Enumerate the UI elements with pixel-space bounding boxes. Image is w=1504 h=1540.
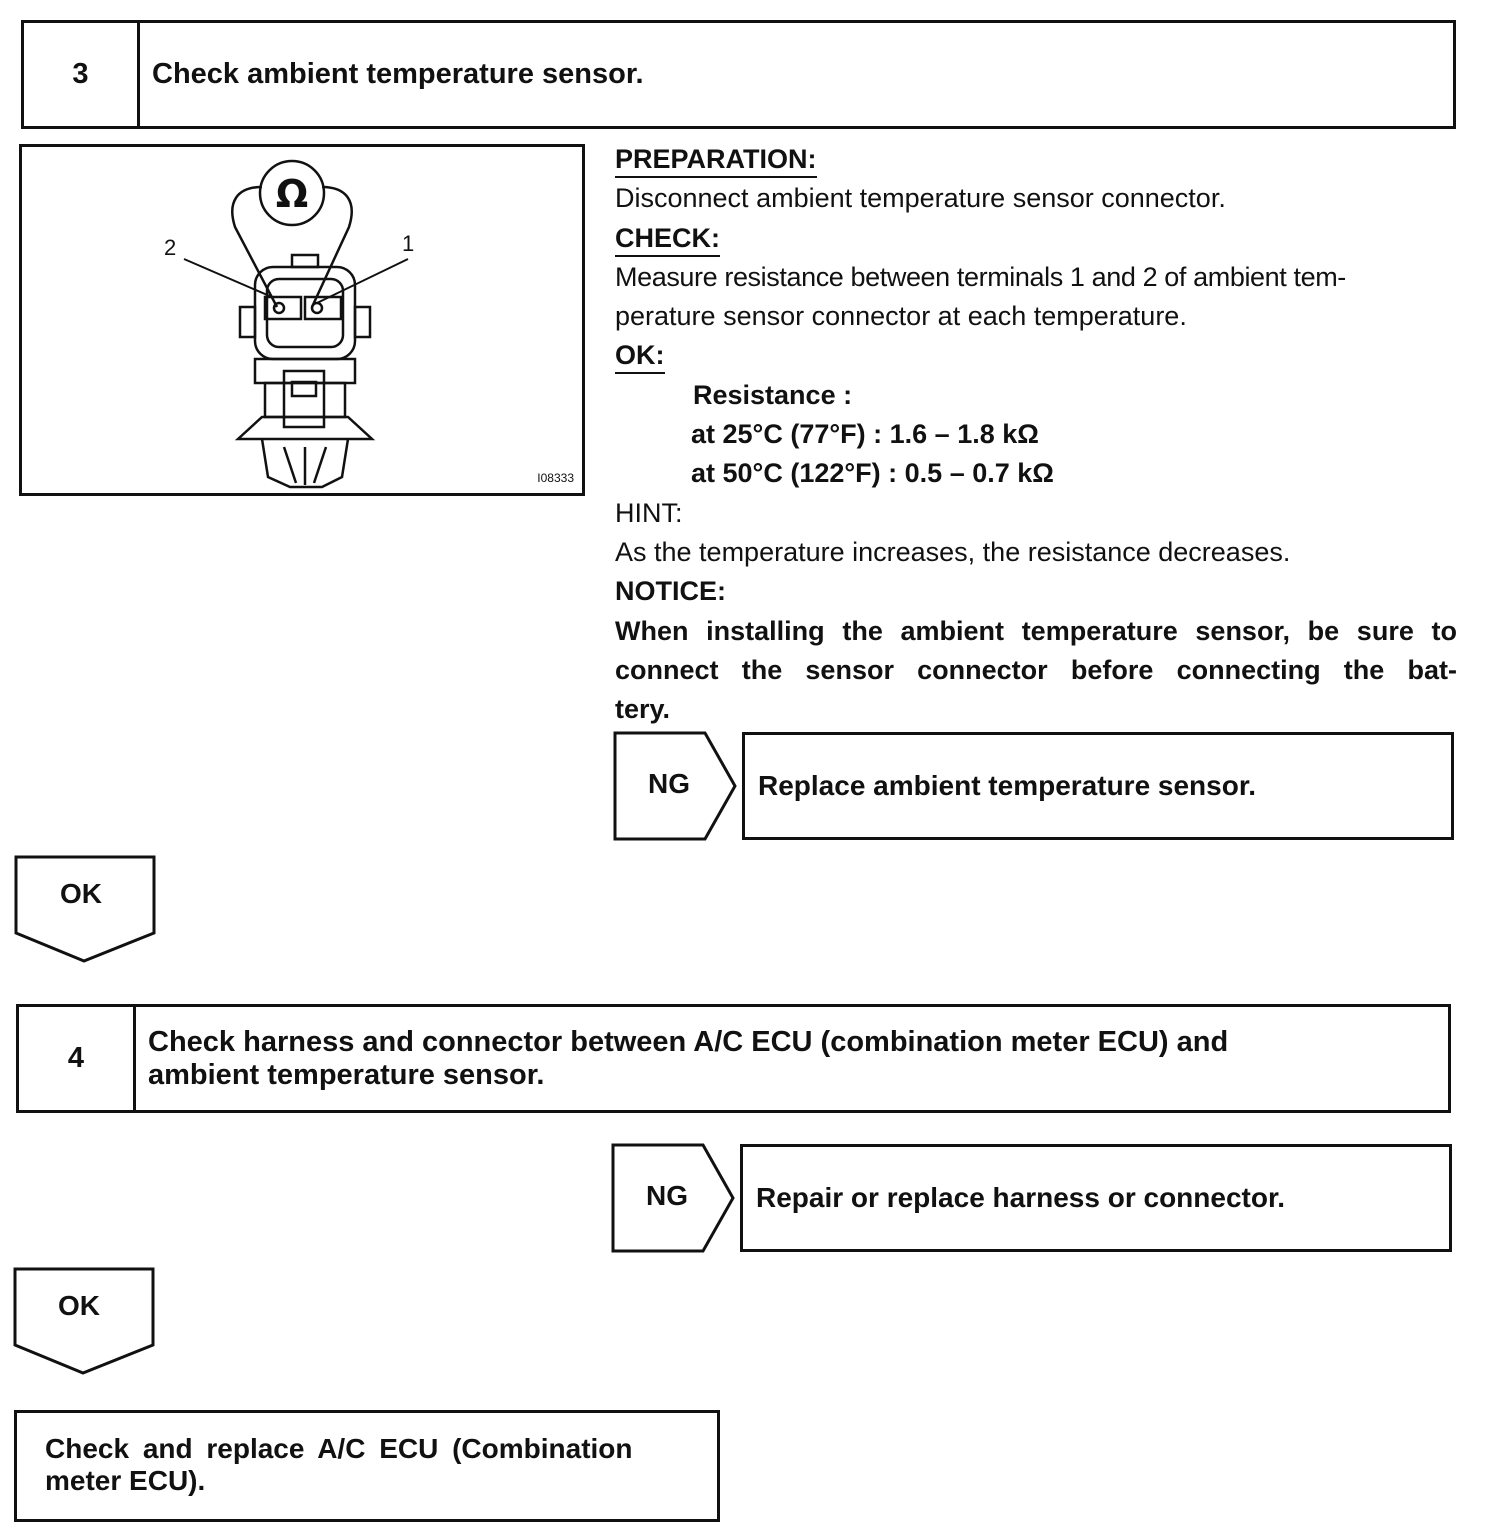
ng-2-label: NG (646, 1180, 688, 1211)
notice-line-3: tery. (615, 694, 671, 725)
ng-1-action: Replace ambient temperature sensor. (758, 770, 1256, 801)
ohmmeter-connector-diagram-icon (22, 147, 582, 493)
ok-1-label: OK (60, 878, 102, 909)
procedure-text (615, 140, 1457, 729)
terminal-2-label: 2 (164, 235, 177, 260)
check-text-line-2: perature sensor connector at each temperature. (615, 301, 1187, 332)
final-action-line-1: Check and replace A/C ECU (Combination (45, 1433, 633, 1464)
connector-figure (19, 144, 585, 496)
ng-2-action: Repair or replace harness or connector. (756, 1182, 1286, 1213)
spec-line-2: at 50°C (122°F) : 0.5 – 0.7 kΩ (691, 458, 1054, 489)
spec-title: Resistance : (693, 379, 853, 410)
figure-code: I08333 (537, 471, 574, 485)
preparation-heading: PREPARATION: (615, 142, 817, 178)
final-action-line-2: meter ECU). (45, 1465, 206, 1496)
step-4-title-line-2: ambient temperature sensor. (148, 1058, 545, 1091)
notice-line-2: connect the sensor connector before connecting the bat- (615, 654, 1457, 685)
spec-line-1: at 25°C (77°F) : 1.6 – 1.8 kΩ (691, 419, 1039, 450)
check-heading: CHECK: (615, 221, 720, 257)
final-action-box (14, 1410, 720, 1522)
step-3-number: 3 (24, 23, 140, 126)
ng-1-result-box (742, 732, 1454, 840)
ok-2-arrow-shape (13, 1267, 155, 1377)
notice-line-1: When installing the ambient temperature sensor, be sure to (615, 615, 1457, 646)
ng-1-label: NG (648, 768, 690, 799)
step-3-title: Check ambient temperature sensor. (152, 58, 644, 90)
step-3-header (21, 20, 1456, 129)
terminal-1-label: 1 (402, 231, 415, 256)
preparation-text: Disconnect ambient temperature sensor connector. (615, 183, 1226, 214)
check-text-line-1: Measure resistance between terminals 1 and 2 of ambient tem- (615, 261, 1346, 292)
step-4-title (136, 1007, 1228, 1110)
hint-heading: HINT: (615, 497, 683, 528)
notice-heading: NOTICE: (615, 576, 726, 607)
ok-2-label: OK (58, 1290, 100, 1321)
step-4-header (16, 1004, 1451, 1113)
hint-text: As the temperature increases, the resistance decreases. (615, 536, 1291, 567)
step-4-number: 4 (19, 1007, 136, 1110)
ok-1-arrow-shape (14, 855, 156, 965)
ng-2-result-box (740, 1144, 1452, 1252)
ohm-symbol: Ω (275, 172, 309, 216)
ok-heading: OK: (615, 338, 665, 374)
step-4-title-line-1: Check harness and connector between A/C ECU (combination meter ECU) and (148, 1025, 1229, 1058)
